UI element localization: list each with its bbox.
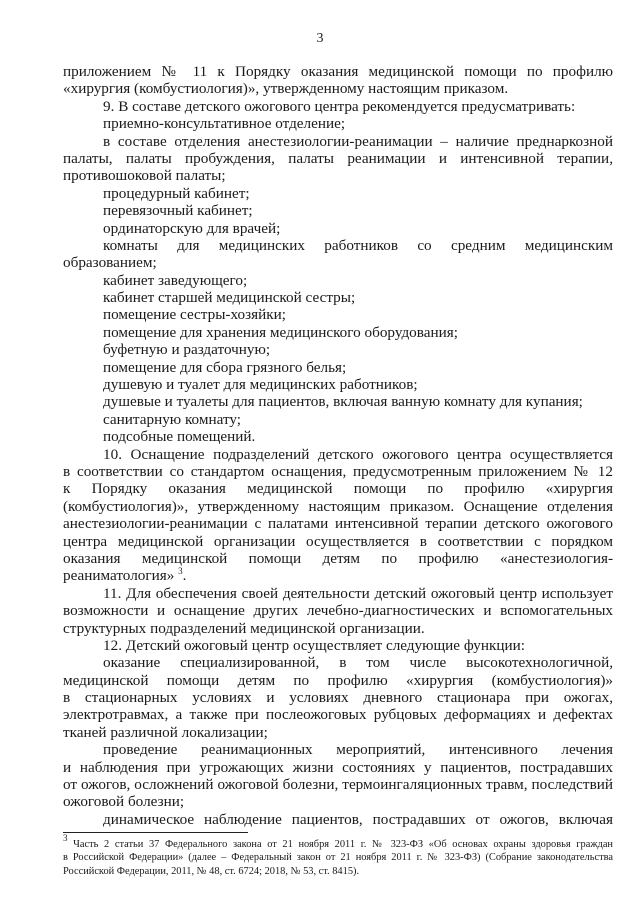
text-line <box>63 115 613 132</box>
text-line <box>63 393 613 410</box>
line-text: приемно-консультативное отделение; <box>103 115 346 133</box>
text-line <box>63 567 613 584</box>
text-line <box>63 272 613 289</box>
text-line <box>63 706 613 723</box>
line-text: медицинской помощи детям по профилю «хирургия (комбустиология)» <box>63 671 613 689</box>
line-text: 11. Для обеспечения своей деятельности детский ожоговый центр использует <box>103 584 613 602</box>
line-tail: . <box>182 567 187 585</box>
text-line <box>63 289 613 306</box>
text-line <box>63 515 613 532</box>
line-text: ожоговой болезни; <box>63 793 185 811</box>
text-line <box>63 463 613 480</box>
line-text: электротравмах, а также при послеожоговых рубцовых деформациях и дефектах <box>63 706 613 724</box>
text-line <box>63 498 613 515</box>
line-text: (комбустиология)», утвержденному настоящим приказом. Оснащение отделения <box>63 497 613 515</box>
text-line <box>63 167 613 184</box>
footnote-marker: 3 <box>63 833 68 843</box>
line-text: образованием; <box>63 254 157 272</box>
text-line <box>63 811 613 828</box>
footnote-line <box>63 833 613 851</box>
line-text: от ожогов, осложнений ожоговой болезни, термоингаляционных травм, последствий <box>63 776 613 794</box>
line-text: реаниматология» <box>63 567 175 585</box>
line-text: оказания медицинской помощи детям по профилю «анестезиология- <box>63 549 613 567</box>
line-text: оказание специализированной, в том числе высокотехнологичной, <box>103 654 613 672</box>
line-text: помещение для хранения медицинского оборудования; <box>103 323 458 341</box>
text-line <box>63 254 613 271</box>
line-text: в составе отделения анестезиологии-реанимации – наличие преднаркозной <box>103 132 613 150</box>
line-text: приложением № 11 к Порядку оказания медицинской помощи по профилю <box>63 63 613 80</box>
line-text: в стационарных условиях и условиях дневного стационара при ожогах, <box>63 689 613 707</box>
line-text: буфетную и раздаточную; <box>103 341 271 359</box>
text-line <box>63 724 613 741</box>
line-text: в Российской Федерации» (далее – Федеральный закон от 21 ноября 2011 г. № 323-ФЗ) (Собрание законодательства <box>63 852 613 864</box>
footnote-separator <box>63 832 248 833</box>
line-text: тканей различной локализации; <box>63 723 268 741</box>
document-body <box>63 63 613 828</box>
line-text: Часть 2 статьи 37 Федерального закона от 21 ноября 2011 г. № 323-ФЗ «Об основах охраны здоровья граждан <box>73 839 613 850</box>
line-text: «хирургия (комбустиология)», утвержденному настоящим приказом. <box>63 80 509 98</box>
text-line <box>63 620 613 637</box>
text-line <box>63 585 613 602</box>
text-line <box>63 637 613 654</box>
text-line <box>63 689 613 706</box>
footnote <box>63 833 613 878</box>
line-text: санитарную комнату; <box>103 410 241 428</box>
footnote-reference: 3 <box>178 566 183 577</box>
line-text: перевязочный кабинет; <box>103 202 253 220</box>
text-line <box>63 759 613 776</box>
line-text: 9. В составе детского ожогового центра рекомендуется предусматривать: <box>103 97 576 115</box>
line-text: процедурный кабинет; <box>103 184 250 202</box>
text-line <box>63 446 613 463</box>
text-line <box>63 376 613 393</box>
line-text: анестезиологии-реанимации с палатами интенсивной терапии детского ожогового <box>63 515 613 533</box>
text-line <box>63 237 613 254</box>
line-text: ординаторскую для врачей; <box>103 219 281 237</box>
line-text: помещение для сбора грязного белья; <box>103 358 347 376</box>
line-text: к Порядку оказания медицинской помощи по профилю «хирургия <box>63 480 613 498</box>
line-text: Российской Федерации, 2011, № 48, ст. 6724; 2018, № 53, ст. 8415). <box>63 865 360 877</box>
text-line <box>63 98 613 115</box>
line-text: в соответствии со стандартом оснащения, предусмотренным приложением № 12 <box>63 462 613 480</box>
footnote-line <box>63 851 613 864</box>
text-line <box>63 80 613 97</box>
page-number: 3 <box>316 31 324 46</box>
line-text: палаты, палаты пробуждения, палаты реанимации и интенсивной терапии, <box>63 149 613 167</box>
text-line <box>63 324 613 341</box>
text-line <box>63 654 613 671</box>
line-text: противошоковой палаты; <box>63 167 226 185</box>
line-text: динамическое наблюдение пациентов, пострадавших от ожогов, включая <box>103 810 613 828</box>
text-line <box>63 741 613 758</box>
text-line <box>63 793 613 810</box>
text-line <box>63 411 613 428</box>
line-text: 12. Детский ожоговый центр осуществляет следующие функции: <box>103 636 526 654</box>
text-line <box>63 150 613 167</box>
text-line <box>63 776 613 793</box>
text-line <box>63 185 613 202</box>
text-line <box>63 550 613 567</box>
text-line <box>63 533 613 550</box>
text-line <box>63 428 613 445</box>
text-line <box>63 306 613 323</box>
text-line <box>63 133 613 150</box>
text-line <box>63 220 613 237</box>
line-text: структурных подразделений медицинской организации. <box>63 619 425 637</box>
line-text: кабинет старшей медицинской сестры; <box>103 289 356 307</box>
line-text: и наблюдения при угрожающих жизни состояниях у пациентов, пострадавших <box>63 758 613 776</box>
footnote-line <box>63 865 613 878</box>
line-text: душевую и туалет для медицинских работников; <box>103 376 418 394</box>
text-line <box>63 480 613 497</box>
line-text: проведение реанимационных мероприятий, интенсивного лечения <box>103 741 613 759</box>
text-line <box>63 63 613 80</box>
text-line <box>63 359 613 376</box>
line-text: душевые и туалеты для пациентов, включая ванную комнату для купания; <box>103 393 583 411</box>
line-text: помещение сестры-хозяйки; <box>103 306 286 324</box>
line-text: кабинет заведующего; <box>103 271 248 289</box>
line-text: 10. Оснащение подразделений детского ожогового центра осуществляется <box>103 445 613 463</box>
line-text: подсобные помещений. <box>103 428 256 446</box>
text-line <box>63 202 613 219</box>
text-line <box>63 672 613 689</box>
text-line <box>63 602 613 619</box>
line-text: центра медицинской организации осуществляется в соответствии с порядком <box>63 532 613 550</box>
text-line <box>63 341 613 358</box>
line-text: комнаты для медицинских работников со средним медицинским <box>103 236 613 254</box>
line-text: возможности и оснащение других лечебно-диагностических и вспомогательных <box>63 602 613 620</box>
